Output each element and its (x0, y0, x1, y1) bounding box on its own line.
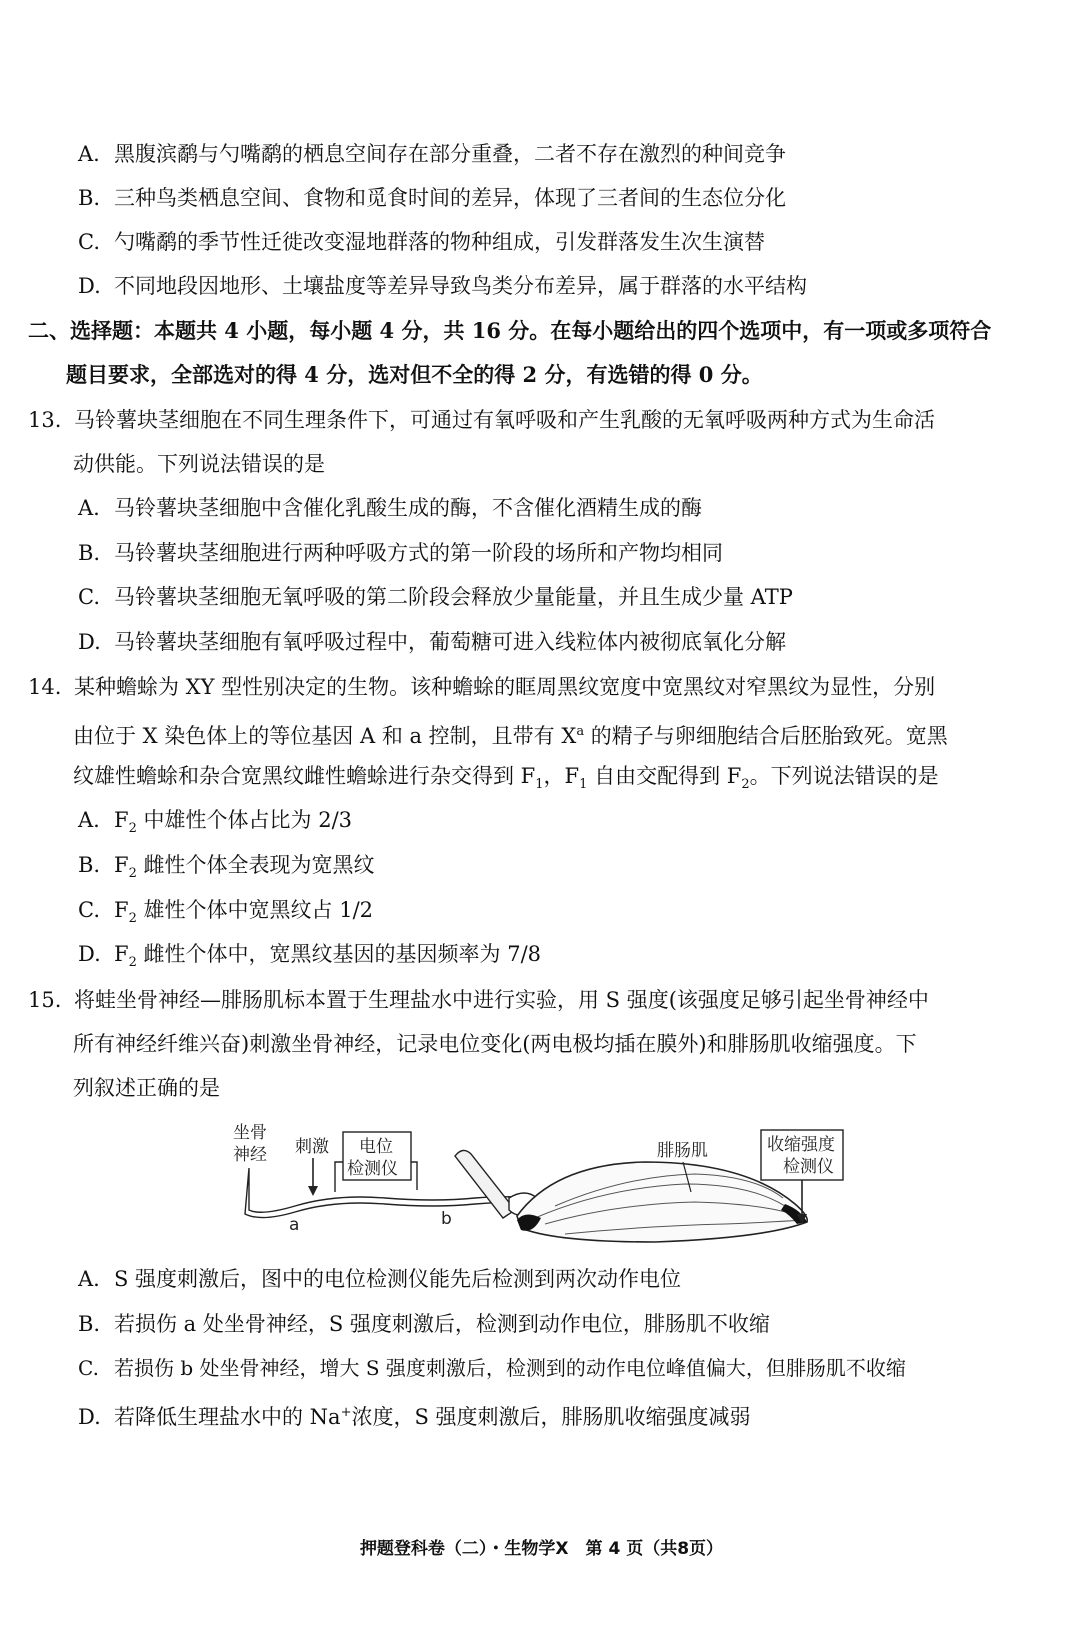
q13-stem-cont: 动供能。下列说法错误的是 (73, 452, 325, 476)
option-text: 若损伤 b 处坐骨神经，增大 S 强度刺激后，检测到的动作电位峰值偏大，但腓肠肌不收缩 (114, 1356, 906, 1380)
option-label: A. (78, 808, 100, 832)
muscle-label: 腓肠肌 (657, 1141, 708, 1161)
option-text: 若降低生理盐水中的 Na (114, 1405, 341, 1429)
contraction-box-text-1: 收缩强度 (767, 1135, 835, 1155)
q14-text: 的精子与卵细胞结合后胚胎致死。宽黑 (584, 724, 948, 748)
q12-option-d (78, 271, 807, 301)
option-text: 浓度，S 强度刺激后，腓肠肌收缩强度减弱 (351, 1405, 751, 1429)
option-text: 雌性个体全表现为宽黑纹 (136, 853, 375, 877)
page-footer: 押题登科卷（二）・生物学X 第 4 页（共8页） (359, 1539, 724, 1559)
q13-option-a (78, 493, 702, 523)
q14-text: 纹雄性蟾蜍和杂合宽黑纹雌性蟾蜍进行杂交得到 F (73, 764, 536, 788)
option-label: B. (78, 186, 101, 210)
section-2-heading-cont: 题目要求，全部选对的得 4 分，选对但不全的得 2 分，有选错的得 0 分。 (66, 362, 763, 387)
point-a-label: a (289, 1215, 300, 1235)
option-text: 中雄性个体占比为 2/3 (136, 808, 353, 832)
option-text: 马铃薯块茎细胞有氧呼吸过程中，葡萄糖可进入线粒体内被彻底氧化分解 (114, 630, 786, 654)
option-label: D. (78, 1405, 101, 1429)
q14-stem (28, 672, 935, 702)
q15-option-c (78, 1353, 906, 1383)
option-label: B. (78, 1312, 101, 1336)
q14-stem-text: 某种蟾蜍为 XY 型性别决定的生物。该种蟾蜍的眶周黑纹宽度中宽黑纹对窄黑纹为显性，分别 (74, 675, 936, 699)
option-label: D. (78, 274, 101, 298)
option-label: A. (78, 1267, 100, 1291)
q14-text: 自由交配得到 F (587, 764, 742, 788)
q13-option-c (78, 582, 793, 612)
subscript: 2 (128, 911, 137, 927)
option-text: 马铃薯块茎细胞无氧呼吸的第二阶段会释放少量能量，并且生成少量 ATP (114, 585, 793, 609)
option-text: 马铃薯块茎细胞中含催化乳酸生成的酶，不含催化酒精生成的酶 (114, 496, 702, 520)
q14-option-d (78, 939, 541, 978)
q14-stem-cont-1 (73, 717, 948, 751)
option-text: F (114, 942, 129, 966)
subscript: 1 (535, 777, 544, 793)
subscript: 2 (741, 777, 750, 793)
q14-option-c (78, 895, 373, 934)
q15-option-d (78, 1398, 751, 1432)
point-b-label: b (441, 1209, 452, 1229)
option-text: F (114, 853, 129, 877)
q14-text: 。下列说法错误的是 (749, 764, 939, 788)
option-text: F (114, 808, 129, 832)
option-text: 若损伤 a 处坐骨神经，S 强度刺激后，检测到动作电位，腓肠肌不收缩 (114, 1312, 770, 1336)
option-text: 马铃薯块茎细胞进行两种呼吸方式的第一阶段的场所和产物均相同 (114, 541, 723, 565)
option-text: S 强度刺激后，图中的电位检测仪能先后检测到两次动作电位 (114, 1267, 682, 1291)
q14-option-a (78, 805, 352, 844)
stimulus-arrowhead (308, 1186, 318, 1196)
q15-option-a (78, 1264, 681, 1294)
q14-option-b (78, 850, 375, 889)
option-label: C. (78, 230, 100, 254)
electrode-wire-1 (335, 1162, 343, 1192)
q13-option-b (78, 538, 723, 568)
contraction-box-text-2: 检测仪 (783, 1157, 834, 1177)
q14-text: 由位于 X 染色体上的等位基因 A 和 a 控制，且带有 X (73, 724, 577, 748)
potential-box-text-1: 电位 (359, 1137, 393, 1157)
subscript: 2 (128, 866, 137, 882)
question-number: 15. (28, 988, 62, 1012)
potential-box-text-2: 检测仪 (347, 1159, 398, 1179)
option-label: D. (78, 630, 101, 654)
q15-option-b (78, 1309, 770, 1339)
option-text: 雌性个体中，宽黑纹基因的基因频率为 7/8 (136, 942, 542, 966)
question-number: 13. (28, 408, 62, 432)
option-text: 黑腹滨鹬与勺嘴鹬的栖息空间存在部分重叠，二者不存在激烈的种间竞争 (114, 142, 786, 166)
section-2-heading: 二、选择题：本题共 4 小题，每小题 4 分，共 16 分。在每小题给出的四个选项中，有一项或多项符合 (28, 318, 992, 343)
q15-stem-cont-2: 列叙述正确的是 (73, 1076, 220, 1100)
q15-stem-text: 将蛙坐骨神经—腓肠肌标本置于生理盐水中进行实验，用 S 强度(该强度足够引起坐骨神经中 (74, 988, 929, 1012)
option-label: D. (78, 942, 101, 966)
q13-stem-text: 马铃薯块茎细胞在不同生理条件下，可通过有氧呼吸和产生乳酸的无氧呼吸两种方式为生命活 (74, 408, 935, 432)
subscript: 1 (579, 777, 588, 793)
option-label: A. (78, 142, 100, 166)
subscript: 2 (128, 821, 137, 837)
option-text: F (114, 898, 129, 922)
q13-option-d (78, 627, 786, 657)
q12-option-c (78, 227, 765, 257)
option-label: A. (78, 496, 100, 520)
stimulus-label: 刺激 (295, 1137, 329, 1157)
q15-stem-cont-1: 所有神经纤维兴奋)刺激坐骨神经，记录电位变化(两电极均插在膜外)和腓肠肌收缩强度。下 (73, 1032, 917, 1056)
nerve-label-2: 神经 (233, 1145, 267, 1165)
q14-text: ，F (543, 764, 580, 788)
electrode-wire-2 (411, 1162, 417, 1190)
option-text: 勺嘴鹬的季节性迁徙改变湿地群落的物种组成，引发群落发生次生演替 (114, 230, 765, 254)
femur-bone (455, 1150, 515, 1218)
question-number: 14. (28, 675, 62, 699)
option-text: 三种鸟类栖息空间、食物和觅食时间的差异，体现了三者间的生态位分化 (114, 186, 786, 210)
q15-stem (28, 985, 929, 1015)
q14-stem-cont-2 (73, 761, 939, 800)
option-label: C. (78, 1356, 99, 1380)
option-text: 不同地段因地形、土壤盐度等差异导致鸟类分布差异，属于群落的水平结构 (114, 274, 807, 298)
q12-option-a (78, 139, 786, 169)
option-label: B. (78, 853, 101, 877)
subscript: 2 (128, 955, 137, 971)
q13-stem (28, 405, 935, 435)
option-label: C. (78, 585, 100, 609)
superscript: a (576, 724, 585, 739)
q12-option-b (78, 183, 786, 213)
option-text: 雄性个体中宽黑纹占 1/2 (136, 898, 374, 922)
superscript: + (340, 1405, 352, 1420)
nerve-muscle-diagram (225, 1118, 865, 1268)
option-label: B. (78, 541, 101, 565)
option-label: C. (78, 898, 100, 922)
nerve-label-1: 坐骨 (233, 1123, 267, 1143)
